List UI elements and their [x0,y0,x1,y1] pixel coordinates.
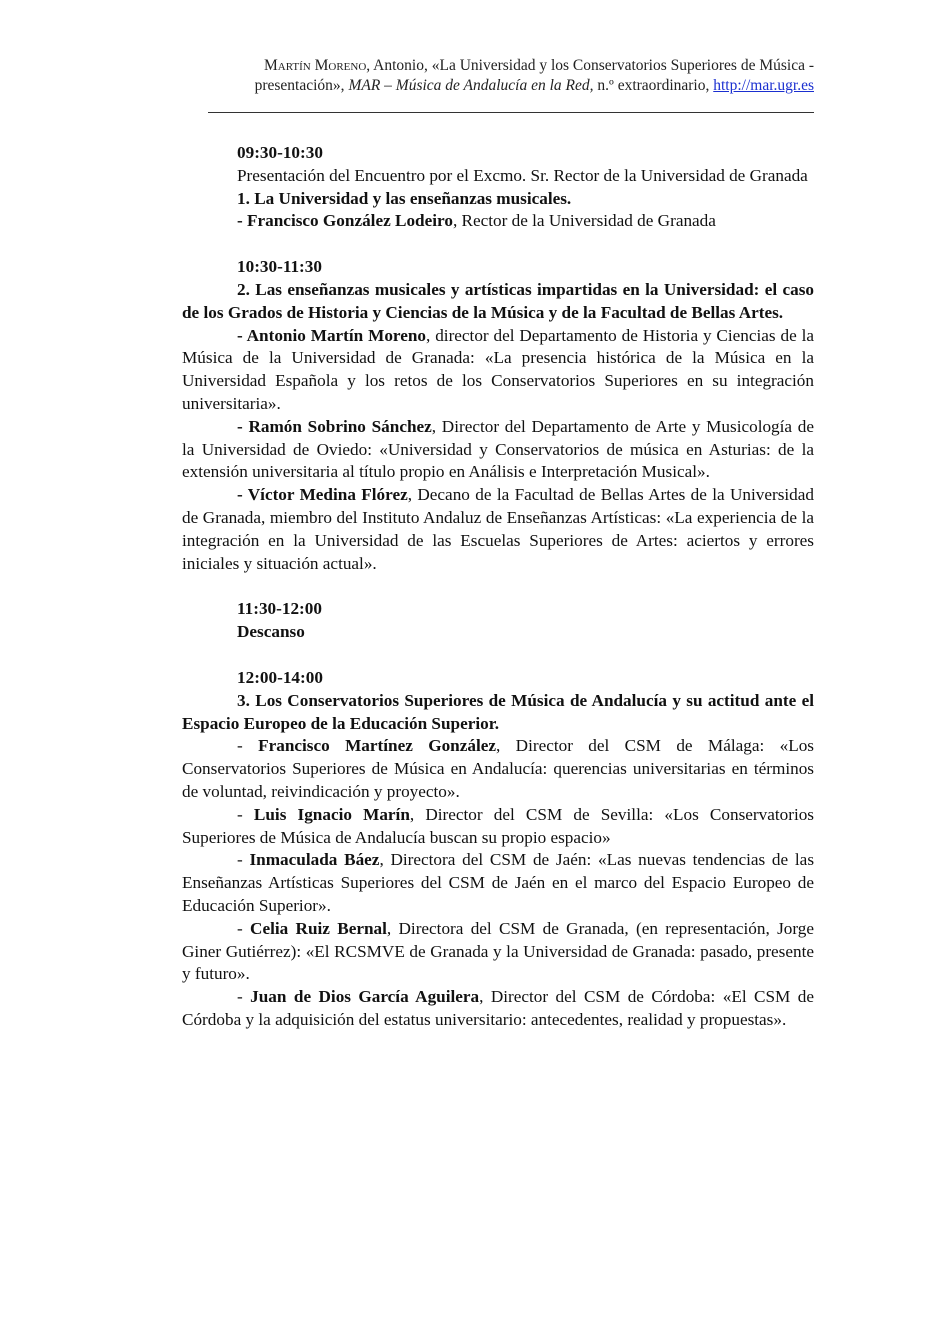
time-slot-1: 09:30-10:30 [237,143,323,162]
header-rule [208,112,814,113]
speaker-entry [182,804,814,850]
speaker-dash: - [237,211,248,231]
header-author: Martín Moreno [264,57,367,74]
header-title-end: presentación», [254,77,349,94]
speaker-description: , Director del Departamento de Arte y Musicología de la Universidad de Oviedo: «Universidad y Conservatorios de música en Asturias: de la extensión universitaria al título propio en Análisis e Interpretación Musical». [182,416,814,482]
speaker-entry [182,416,814,484]
speaker-dash: - [237,850,250,870]
speaker-name: Juan de Dios García Aguilera [250,987,480,1007]
speaker-entry [182,210,814,233]
speaker-description: , Directora del CSM de Jaén: «Las nuevas tendencias de las Enseñanzas Artísticas Superiores del CSM de Jaén en el marco del Espacio Europeo de Educación Superior». [182,850,815,915]
speaker-entry [182,735,814,803]
speaker-description: , Directora del CSM de Granada, (en representación, Jorge Giner Gutiérrez): «El RCSMVE de Granada y la Universidad de Granada: pasado, presente y futuro». [182,918,814,984]
speaker-name: Luis Ignacio Marín [253,804,410,824]
speaker-entry [182,849,814,917]
session-1-title: 1. La Universidad y las enseñanzas musicales. [237,188,572,208]
break-label: Descanso [237,622,305,642]
speaker-entry [182,918,814,986]
speaker-dash: - [237,918,251,938]
session-2-title: 2. Las enseñanzas musicales y artísticas impartidas en la Universidad: el caso de los Grados de Historia y Ciencias de la Música y de la Facultad de Bellas Artes. [182,279,814,322]
speaker-description: , Director del CSM de Córdoba: «El CSM de Córdoba y la adquisición del estatus universitario: antecedentes, realidad y propuestas». [182,987,814,1029]
speaker-name: - Víctor Medina Flórez [237,485,408,505]
speaker-name: Inmaculada Báez [249,850,380,870]
header-issue: n.º extraordinario, [593,77,714,94]
speaker-dash: - [237,987,251,1007]
header-link[interactable]: http://mar.ugr.es [713,77,814,94]
speaker-dash: - [237,736,259,756]
header-journal: MAR – Música de Andalucía en la Red, [348,77,594,94]
speaker-description: , Rector de la Universidad de Granada [452,211,716,231]
speaker-name: Francisco Martínez González [258,736,496,756]
program-body [182,142,814,1032]
time-slot-2: 10:30-11:30 [237,257,322,277]
speaker-name: Celia Ruiz Bernal [250,918,387,938]
session-intro: Presentación del Encuentro por el Excmo. Sr. Rector de la Universidad de Granada [237,165,808,185]
speaker-entry [182,484,814,575]
running-header [182,56,814,96]
speaker-entry [182,325,814,416]
session-3-title: 3. Los Conservatorios Superiores de Música de Andalucía y su actitud ante el Espacio Europeo de la Educación Superior. [182,690,814,733]
speaker-name: - Ramón Sobrino Sánchez [237,416,432,436]
speaker-name: - Antonio Martín Moreno [237,325,427,345]
speaker-dash: - [237,804,254,824]
speaker-description: , Director del CSM de Sevilla: «Los Conservatorios Superiores de Música de Andalucía buscan su propio espacio» [182,804,815,847]
header-line-2 [182,76,814,96]
header-title: , Antonio, «La Universidad y los Conservatorios Superiores de Música - [366,57,814,74]
speaker-description: , director del Departamento de Historia y Ciencias de la Música de la Universidad de Granada: «La presencia histórica de la Música en la Universidad Española y los retos de los Conservatorios Superiores en su integración universitaria». [182,325,814,413]
speaker-name: Francisco González Lodeiro [247,211,453,231]
speaker-entry [182,986,814,1032]
speaker-description: , Decano de la Facultad de Bellas Artes de la Universidad de Granada, miembro del Instituto Andaluz de Enseñanzas Artísticas: «La experiencia de la integración en la Universidad de las Escuelas Superiores de Artes: aciertos y errores iniciales y situación actual». [182,485,815,573]
speaker-description: , Director del CSM de Málaga: «Los Conservatorios Superiores de Música en Andalucía: querencias universitarias en términos de voluntad, reivindicación y proyecto». [182,736,814,801]
time-slot-4: 12:00-14:00 [237,667,323,687]
time-slot-3: 11:30-12:00 [237,599,322,619]
header-line-1 [182,56,814,76]
